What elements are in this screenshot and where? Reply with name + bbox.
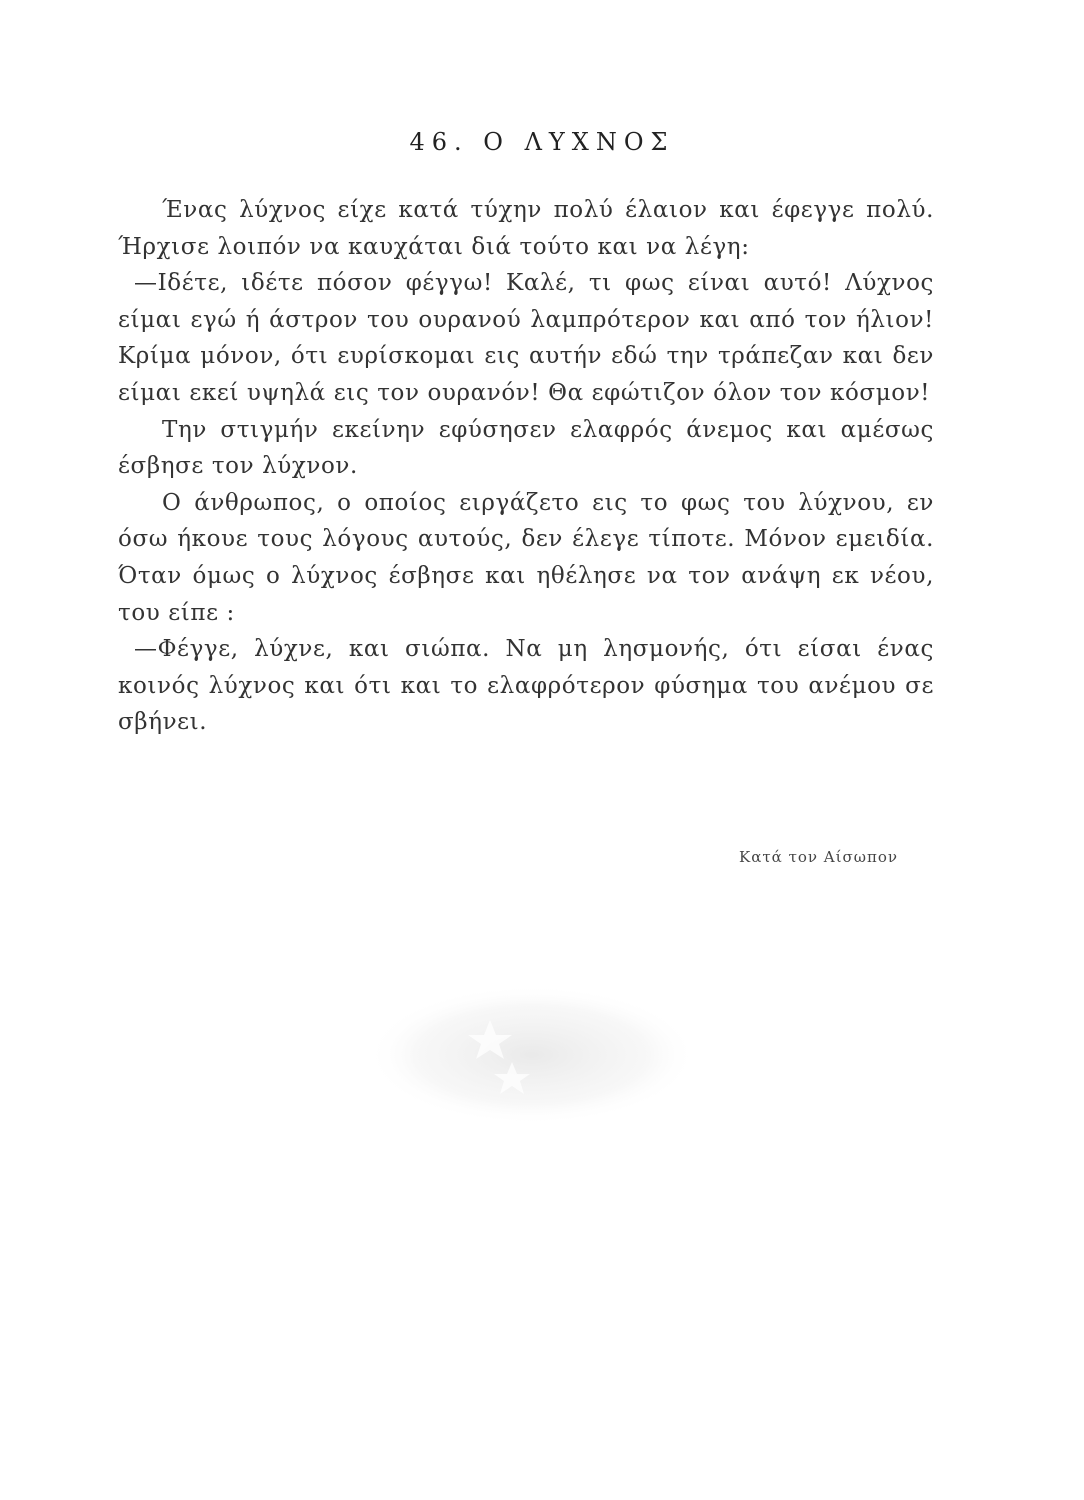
attribution: Κατά τον Αίσωπον bbox=[739, 848, 898, 866]
faded-star-stamp-icon bbox=[362, 980, 702, 1130]
paragraph-1: Ένας λύχνος είχε κατά τύχην πολύ έλαιον και έφεγγε πολύ. Ήρχισε λοιπόν να καυχάται διά τούτο και να λέγη: bbox=[118, 197, 934, 260]
page-title: 46. Ο ΛΥΧΝΟΣ bbox=[409, 128, 675, 156]
paragraph-3: Την στιγμήν εκείνην εφύσησεν ελαφρός άνεμος και αμέσως έσβησε τον λύχνον. bbox=[118, 416, 934, 480]
paragraph-5: —Φέγγε, λύχνε, και σιώπα. Να μη λησμονής, ότι είσαι ένας κοινός λύχνος και ότι και το ελαφρότερον φύσημα του ανέμου σε σβήνει. bbox=[118, 636, 934, 736]
paragraph-2: —Ιδέτε, ιδέτε πόσον φέγγω! Καλέ, τι φως είναι αυτό! Λύχνος είμαι εγώ ή άστρον του ουρανού λαμπρότερον και από τον ήλιον! Κρίμα μόνον, ότι ευρίσκομαι εις αυτήν εδώ την τράπεζαν και δεν είμαι εκεί υψηλά εις τον ουρανόν! Θα εφώτιζον όλον τον κόσμον! bbox=[118, 270, 934, 406]
paragraph-4: Ο άνθρωπος, ο οποίος ειργάζετο εις το φως του λύχνου, εν όσω ήκουε τους λόγους αυτούς, δεν έλεγε τίποτε. Μόνον εμειδία. Όταν όμως ο λύχνος έσβησε και ηθέλησε να τον ανάψη εκ νέου, του είπε : bbox=[118, 489, 934, 626]
story-text bbox=[118, 192, 934, 741]
